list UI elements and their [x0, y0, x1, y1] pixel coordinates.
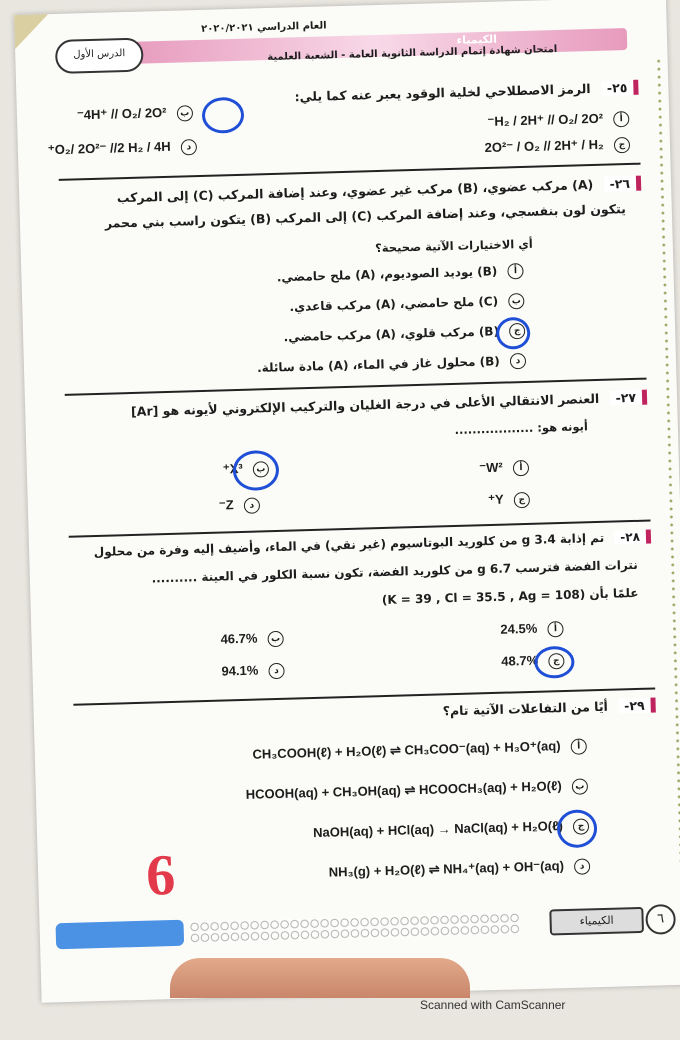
option-text: Z⁻ [218, 497, 234, 513]
option-text: O₂/ 2O²⁻ //2 H₂ / 4H⁺ [47, 138, 171, 158]
q28-option-b[interactable] [220, 630, 283, 648]
option-text: (B) مركب قلوي، (A) مركب حامضي. [283, 324, 500, 345]
question-28-constants: علمًا بأن (K = 39 , Cl = 35.5 , Ag = 108) [381, 585, 639, 608]
question-27 [131, 390, 647, 419]
lesson-badge: الدرس الأول [55, 38, 144, 74]
question-number: ٢٨- [614, 530, 651, 545]
exam-title: امتحان شهادة إتمام الدراسة الثانوية العامة - الشعبة العلمية [267, 43, 558, 64]
option-text: HCOOH(aq) + CH₃OH(aq) ⇌ HCOOCH₃(aq) + H₂O(ℓ) [245, 778, 562, 802]
option-marker: ج [514, 491, 530, 507]
option-text: NH₃(g) + H₂O(ℓ) ⇌ NH₄⁺(aq) + OH⁻(aq) [328, 858, 565, 880]
pen-circle-q29 [557, 809, 598, 848]
option-marker: أ [571, 738, 587, 754]
option-marker: ج [614, 136, 630, 152]
option-marker: د [181, 139, 197, 155]
option-marker: أ [507, 263, 523, 279]
option-text: (C) ملح حامضي، (A) مركب قاعدي. [289, 294, 499, 315]
option-text: H₂ / 2H⁺ // O₂/ 2O²⁻ [487, 110, 604, 129]
question-26 [117, 176, 642, 206]
option-text: W²⁻ [479, 459, 503, 476]
option-marker: د [268, 662, 284, 678]
question-number: ٢٥- [601, 80, 639, 96]
pen-circle-q25 [202, 97, 245, 134]
option-marker: أ [513, 459, 529, 475]
option-marker: ب [253, 461, 269, 477]
question-text: تم إذابة 3.4 g من كلوريد البوتاسيوم (غير نقي) في الماء، وأضيف إليه وفرة من محلول [93, 530, 605, 560]
page-edge-dots [656, 57, 680, 865]
q27-option-c[interactable] [488, 491, 530, 509]
handwritten-score: 6 [145, 841, 177, 908]
q26-option-c[interactable] [283, 323, 525, 346]
option-text: 48.7% [501, 652, 539, 669]
q25-option-d[interactable] [48, 138, 197, 159]
option-marker: أ [613, 110, 629, 126]
page-corner [14, 14, 49, 49]
question-number: ٢٦- [603, 176, 641, 192]
camscanner-watermark: Scanned with CamScanner [420, 998, 566, 1012]
option-marker: ج [509, 323, 525, 339]
question-number: ٢٩- [618, 697, 656, 713]
question-28-line2: نترات الفضة فترسب 6.7 g من كلوريد الفضة، تكون نسبة الكلور في العينة .......... [151, 557, 638, 586]
q25-option-a[interactable] [487, 110, 629, 130]
page-number: ٦ [645, 904, 676, 935]
q29-option-d[interactable] [329, 857, 591, 881]
q28-option-d[interactable] [221, 662, 284, 680]
option-marker: أ [547, 621, 563, 637]
page-footer [39, 902, 680, 954]
option-marker: ج [573, 818, 589, 834]
option-marker: د [574, 858, 590, 874]
q26-option-b[interactable] [289, 293, 524, 316]
option-marker: ب [508, 293, 524, 309]
option-marker: ج [548, 652, 564, 668]
q29-option-c[interactable] [313, 817, 589, 841]
option-marker: د [244, 497, 260, 513]
question-25 [294, 80, 638, 105]
q29-option-b[interactable] [246, 777, 589, 803]
question-number: ٢٧- [609, 390, 647, 406]
option-text: 46.7% [220, 630, 258, 647]
q29-option-a[interactable] [252, 737, 587, 763]
option-text: CH₃COOH(ℓ) + H₂O(ℓ) ⇌ CH₃COO⁻(aq) + H₃O⁺(aq) [252, 738, 561, 762]
option-text: 2O²⁻ / O₂ // 2H⁺ / H₂ [484, 136, 604, 156]
question-26-line2: يتكون لون بنفسجي، وعند إضافة المركب (C) إلى المركب (B) يتكون راسب بني محمر [104, 201, 626, 231]
pen-circle-q27 [232, 450, 279, 491]
option-text: 24.5% [500, 620, 538, 637]
option-marker: ب [572, 778, 588, 794]
option-text: X³⁺ [222, 460, 243, 477]
question-27-line2: أيونه هو: .................. [454, 419, 589, 437]
question-26-prompt: أي الاختيارات الآتية صحيحة؟ [374, 236, 533, 256]
question-text: العنصر الانتقالي الأعلى في درجة الغليان والتركيب الإلكتروني لأيونه هو [Ar] [130, 390, 600, 419]
school-year: العام الدراسي ٢٠٢٠/٢٠٢١ [200, 20, 327, 35]
exam-page [14, 0, 680, 1003]
question-text: (A) مركب عضوي، (B) مركب غير عضوي، وعند إضافة المركب (C) إلى المركب [116, 177, 594, 206]
question-29 [442, 697, 655, 718]
q28-option-a[interactable] [500, 620, 563, 638]
q25-option-b[interactable] [77, 104, 193, 124]
pen-circle-q26 [496, 317, 531, 350]
question-text: الرمز الاصطلاحي لخلية الوقود يعبر عنه كما يلي: [294, 81, 591, 105]
footer-subject: الكيمياء [549, 907, 644, 936]
option-text: 4H⁺ // O₂/ 2O²⁻ [76, 104, 167, 123]
footer-bubbles [190, 912, 520, 943]
q25-option-c[interactable] [484, 136, 630, 157]
q27-option-a[interactable] [479, 459, 529, 477]
option-text: (B) محلول غاز في الماء، (A) مادة سائلة. [256, 354, 500, 375]
option-text: (B) يوديد الصوديوم، (A) ملح حامضي. [276, 264, 498, 285]
q26-option-a[interactable] [277, 263, 524, 286]
option-marker: ب [267, 630, 283, 646]
option-text: NaOH(aq) + HCl(aq) → NaCl(aq) + H₂O(ℓ) [312, 818, 563, 841]
option-marker: ب [176, 105, 192, 121]
redaction-scribble [56, 920, 185, 950]
page-header [74, 12, 627, 73]
pen-circle-q28 [534, 646, 575, 679]
option-text: Y⁺ [487, 491, 504, 508]
option-text: 94.1% [221, 662, 259, 679]
banner-title: الكيمياء [456, 32, 498, 47]
question-text: أيًا من التفاعلات الآتية تام؟ [442, 698, 609, 719]
fingers [170, 958, 470, 998]
q26-option-d[interactable] [257, 353, 526, 377]
q27-option-d[interactable] [219, 496, 260, 514]
option-marker: د [510, 353, 526, 369]
